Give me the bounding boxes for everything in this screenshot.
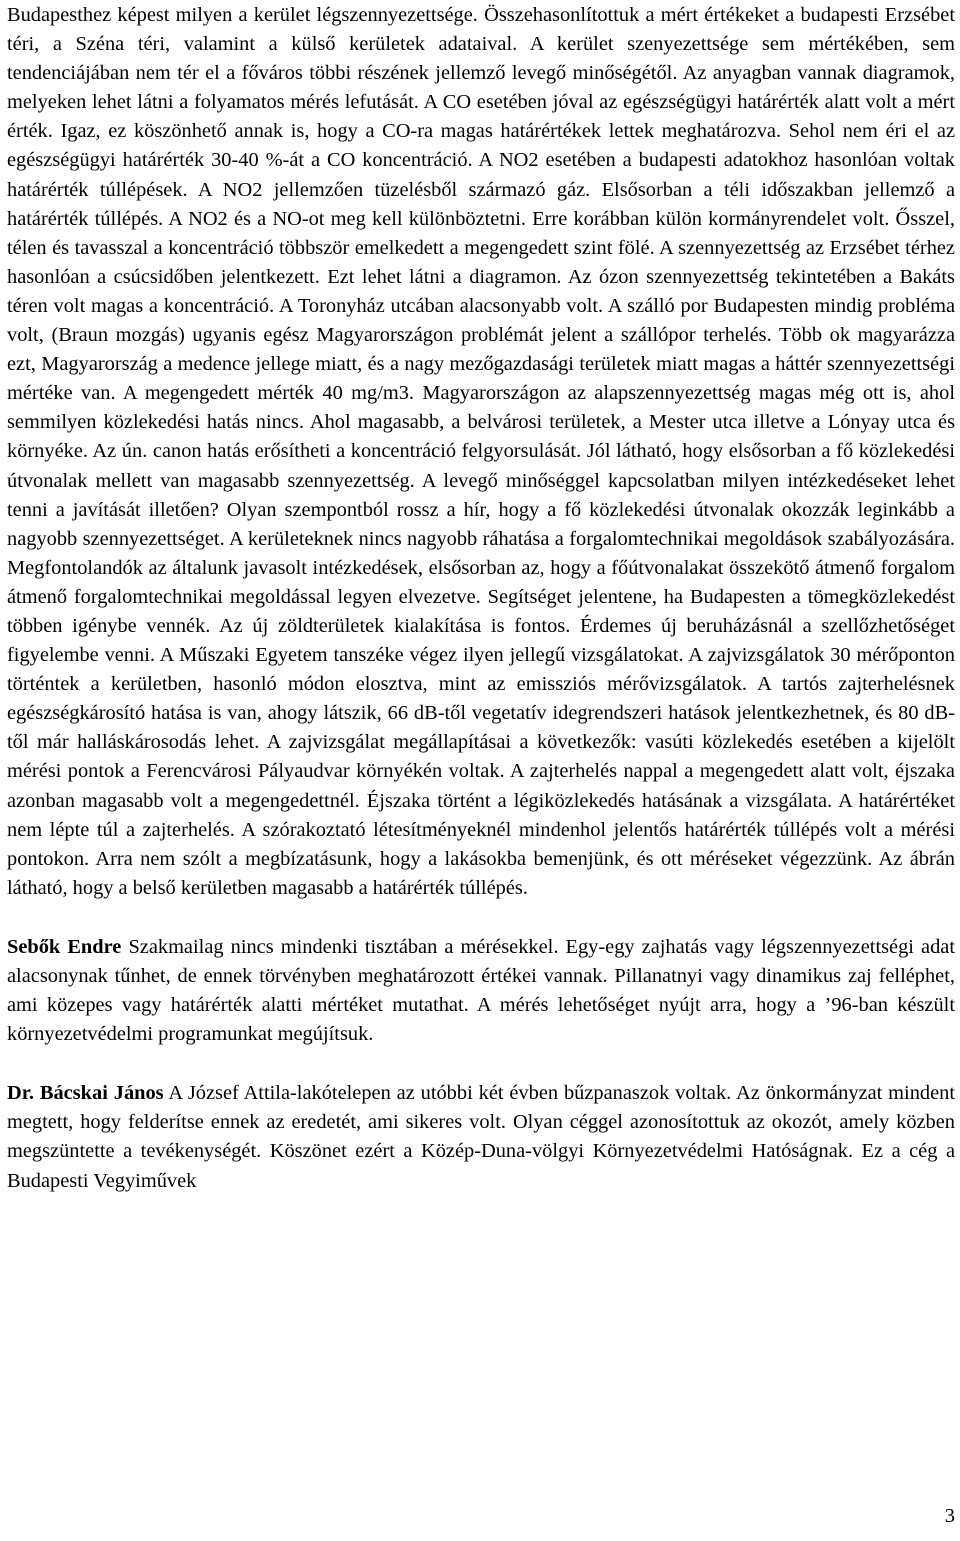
paragraph-sebok-endre: [7, 933, 955, 1049]
speaker-name: Sebők Endre: [7, 935, 122, 958]
paragraph-text: Szakmailag nincs mindenki tisztában a mérésekkel. Egy-egy zajhatás vagy légszennyezettségi adat alacsonynak tűnhet, de ennek törvényben meghatározott értékei vannak. Pillanatnyi vagy dinamikus zaj felléphet, ami közepes vagy határérték alatti mértéket mutathat. A mérés lehetőséget nyújt arra, hogy a ’96-ban készült környezetvédelmi programunkat megújítsuk.: [7, 935, 955, 1046]
paragraph-text: Budapesthez képest milyen a kerület légszennyezettsége. Összehasonlítottuk a mért értékeket a budapesti Erzsébet téri, a Széna téri, valamint a külső kerületek adataival. A kerület szenyezettsége sem mértékében, sem tendenciájában nem tér el a főváros többi részének jellemző levegő minőségétől. Az anyagban vannak diagramok, melyeken lehet látni a folyamatos mérés lefutását. A CO esetében jóval az egészségügyi határérték alatt volt a mért érték. Igaz, ez köszönhető annak is, hogy a CO-ra magas határértékek lettek meghatározva. Sehol nem éri el az egészségügyi határérték 30-40 %-át a CO koncentráció. A NO2 esetében a budapesti adatokhoz hasonlóan voltak határérték túllépések. A NO2 jellemzően tüzelésből származó gáz. Elsősorban a téli időszakban jellemző a határérték túllépés. A NO2 és a NO-ot meg kell különböztetni. Erre korábban külön kormányrendelet volt. Ősszel, télen és tavasszal a koncentráció többször emelkedett a megengedett szint fölé. A szennyezettség az Erzsébet térhez hasonlóan a csúcsidőben jelentkezett. Ezt lehet látni a diagramon. Az ózon szennyezettség tekintetében a Bakáts téren volt magas a koncentráció. A Toronyház utcában alacsonyabb volt. A szálló por Budapesten mindig probléma volt, (Braun mozgás) ugyanis egész Magyarországon problémát jelent a szállópor terhelés. Több ok magyarázza ezt, Magyarország a medence jellege miatt, és a nagy mezőgazdasági területek miatt magas a háttér szennyezettségi mértéke van. A megengedett mérték 40 mg/m3. Magyarországon az alapszennyezettség magas még ott is, ahol semmilyen közlekedési hatás nincs. Ahol magasabb, a belvárosi területek, a Mester utca illetve a Lónyay utca és környéke. Az ún. canon hatás erősítheti a koncentráció felgyorsulását. Jól látható, hogy elsősorban a fő közlekedési útvonalak mellett van magasabb szennyezettség. A levegő minőséggel kapcsolatban milyen intézkedéseket lehet tenni a javítását illetően? Olyan szempontból rossz a hír, hogy a fő közlekedési útvonalak okozzák leginkább a nagyobb szennyezettséget. A kerületeknek nincs nagyobb ráhatása a forgalomtechnikai megoldások szabályozására. Megfontolandók az általunk javasolt intézkedések, elsősorban az, hogy a főútvonalakat összekötő átmenő forgalom átmenő forgalomtechnikai megoldással legyen elvezetve. Segítséget jelentene, ha Budapesten a tömegközlekedést többen igénybe vennék. Az új zöldterületek kialakítása is fontos. Érdemes új beruházásnál a szellőzhetőséget figyelembe venni. A Műszaki Egyetem tanszéke végez ilyen jellegű vizsgálatokat. A zajvizsgálatok 30 mérőponton történtek a kerületben, hasonló módon elosztva, mint az emissziós mérővizsgálatok. A tartós zajterhelésnek egészségkárosító hatása is van, ahogy látszik, 66 dB-től vegetatív idegrendszeri hatások jelentkezhetnek, és 80 dB-től már halláskárosodás lehet. A zajvizsgálat megállapításai a következők: vasúti közlekedés esetében a kijelölt mérési pontok a Ferencvárosi Pályaudvar környékén voltak. A zajterhelés nappal a megengedett alatt volt, éjszaka azonban magasabb volt a megengedettnél. Éjszaka történt a légiközlekedés hatásának a vizsgálata. A határértéket nem lépte túl a zajterhelés. A szórakoztató létesítményeknél mindenhol jelentős határérték túllépés volt a mérési pontokon. Arra nem szólt a megbízatásunk, hogy a lakásokba bemenjünk, és ott méréseket végezzünk. Az ábrán látható, hogy a belső kerületben magasabb a határérték túllépés.: [7, 4, 955, 899]
speaker-name: Dr. Bácskai János: [7, 1082, 164, 1105]
paragraph-bacskai-janos: [7, 1079, 955, 1195]
paragraph-air-quality: [7, 1, 955, 903]
page-number: 3: [944, 1505, 955, 1527]
paragraph-text: A József Attila-lakótelepen az utóbbi két évben bűzpanaszok voltak. Az önkormányzat mindent megtett, hogy felderítse ennek az eredetét, ami sikeres volt. Olyan céggel azonosítottuk az okozót, amely közben megszüntette a tevékenységét. Köszönet ezért a Közép-Duna-völgyi Környezetvédelmi Hatóságnak. Ez a cég a Budapesti Vegyiművek: [7, 1082, 955, 1192]
document-page: [7, 1, 955, 1196]
